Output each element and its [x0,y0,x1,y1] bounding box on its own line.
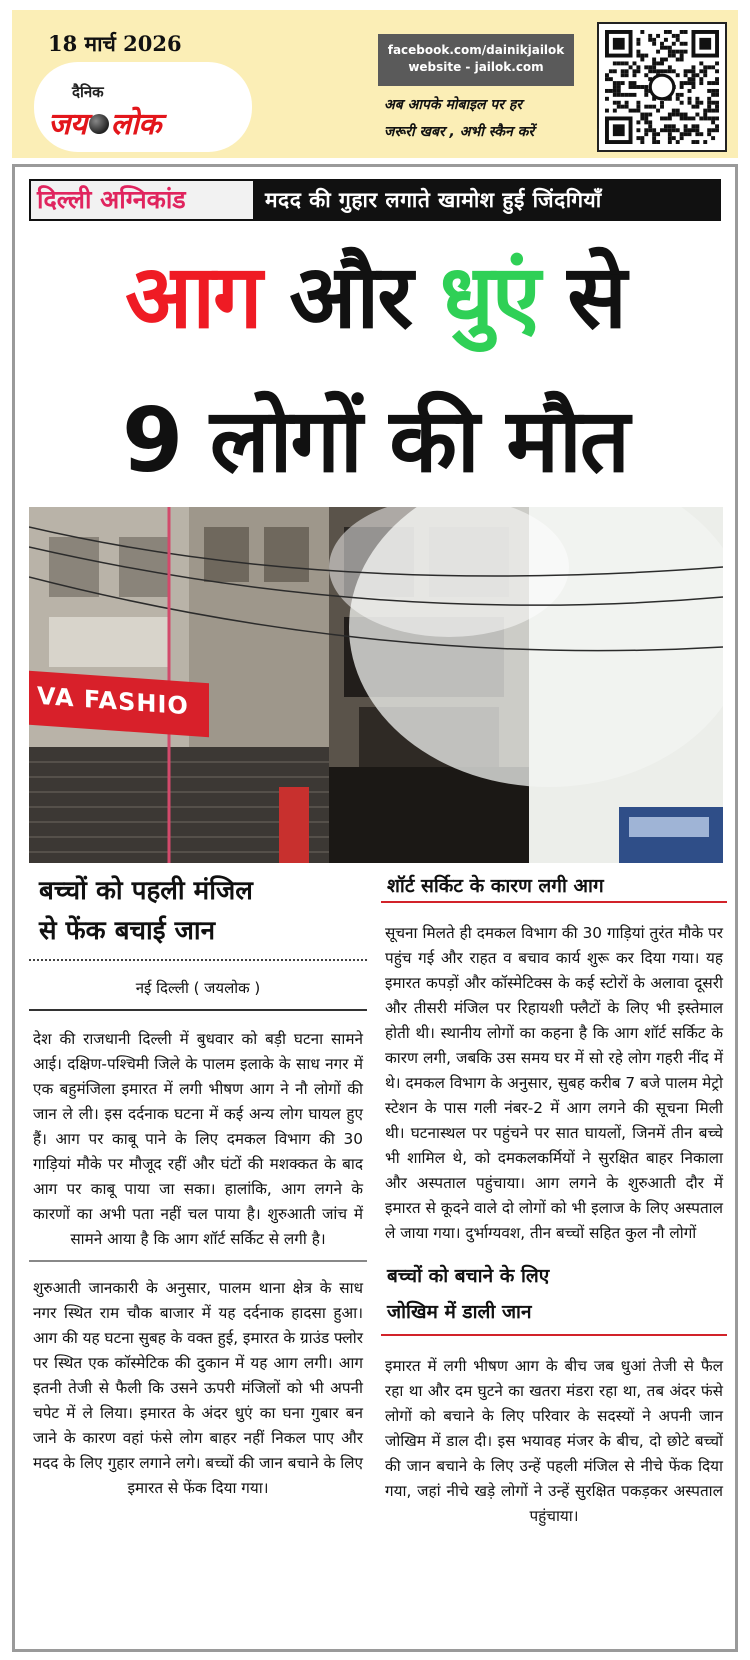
right-subheading-line1: बच्चों को बचाने के लिए [387,1265,550,1287]
right-column [381,871,727,1529]
left-paragraph-2: शुरुआती जानकारी के अनुसार, पालम थाना क्षेत्र के साध नगर स्थित राम चौक बाजार में यह दर्दनाक हादसा हुआ। आग की यह घटना सुबह के वक्त हुई, इमारत के ग्राउंड फ्लोर पर स्थित एक कॉस्मेटिक की दुकान में यह आग लगी। आग इतनी तेजी से फैली कि उसने ऊपरी मंजिलों को भी अपनी चपेट में ले लिया। इमारत के अंदर धुएं का घना गुबार बन जाने के कारण वहां फंसे लोग बाहर नहीं निकल पाए और मदद के लिए गुहार लगाने लगे। बच्चों की जान बचाने के लिए इमारत से फेंक दिया गया। [33,1279,363,1497]
kicker-bar [29,179,721,221]
website-link[interactable]: website - jailok.com [408,60,544,74]
kicker-tag: दिल्ली अग्निकांड [29,179,255,221]
shop-signboard-text: VA FASHIO [37,681,189,721]
right-paragraph-1: सूचना मिलते ही दमकल विभाग की 30 गाड़ियां तुरंत मौके पर पहुंच गई और राहत व बचाव कार्य शुरू कर दिया गया। यह इमारत कपड़ों और कॉस्मेटिक्स के कई स्टोरों के अलावा दूसरी और तीसरी मंजिल पर रिहायशी फ्लैटों के लिए भी इस्तेमाल होती थी। स्थानीय लोगों का कहना है कि आग शॉर्ट सर्किट के कारण लगी, जबकि उस समय घर में सो रहे लोग गहरी नींद में थे। दमकल विभाग के अनुसार, सुबह करीब 7 बजे पालम मेट्रो स्टेशन के पास गली नंबर-2 में आग लगने की सूचना मिली थी। घटनास्थल पर पहुंचने पर सात घायलों, जिनमें तीन बच्चे भी शामिल थे, को दमकलकर्मियों ने सुरक्षित बाहर निकाला और अस्पताल पहुंचाया। आग लगने के शुरुआती दौर में इमारत से कूदने वाले दो लोगों को भी इलाज के लिए अस्पताल ले जाया गया। दुर्भाग्यवश, तीन बच्चों सहित कुल नौ लोगों [385,924,723,1242]
left-column [29,871,367,1501]
qr-code-icon[interactable] [597,22,727,152]
logo-left-text: जय [48,107,87,142]
headline-line-1 [15,237,735,357]
globe-icon [89,114,109,134]
headline-word-dhuen: धुएं [439,245,539,348]
headline-word-aur: और [289,245,412,348]
left-subheading [29,871,367,951]
red-divider [381,901,727,903]
social-links-box [378,34,574,86]
right-paragraph-2: इमारत में लगी भीषण आग के बीच जब धुआं तेजी से फैल रहा था और दम घुटने का खतरा मंडरा रहा था, तब अंदर फंसे लोगों को बचाने के लिए परिवार के सदस्यों ने अपनी जान जोखिम में डाल दी। इस भयावह मंजर के बीच, दो छोटे बच्चों की जान बचाने के लिए उन्हें पहली मंजिल से नीचे फेंक दिया गया, जहां नीचे खड़े लोगों ने उन्हें सुरक्षित पकड़कर अस्पताल पहुंचाया। [385,1357,723,1525]
headline-word-aag: आग [125,245,261,348]
right-subheading [381,1258,727,1330]
article-frame [12,164,738,1652]
left-subheading-line2: से फेंक बचाई जान [39,916,216,946]
headline-line-2: 9 लोगों की मौत [122,389,628,492]
fire-scene-photo[interactable] [29,507,723,863]
masthead [12,10,738,158]
headline-word-se: से [567,245,625,348]
qr-code-graphic [605,30,719,144]
left-subheading-line1: बच्चों को पहली मंजिल [39,876,253,906]
scan-promo-line2: जरूरी खबर , अभी स्कैन करें [384,124,535,140]
byline: नई दिल्ली ( जयलोक ) [135,979,261,997]
byline-divider [29,1009,367,1011]
right-heading: शॉर्ट सर्किट के कारण लगी आग [387,875,604,897]
paragraph-divider [29,1260,367,1262]
logo-wordmark [48,102,161,143]
scan-promo-line1: अब आपके मोबाइल पर हर [384,97,523,113]
facebook-link[interactable]: facebook.com/dainikjailok [387,43,565,57]
logo-right-text: लोक [110,107,161,142]
left-paragraph-1: देश की राजधानी दिल्ली में बुधवार को बड़ी घटना सामने आई। दक्षिण-पश्चिमी जिले के पालम इलाके के साध नगर में एक बहुमंजिला इमारत में लगी भीषण आग ने नौ लोगों की जान ले ली। इस दर्दनाक घटना में कई अन्य लोग घायल हुए हैं। आग पर काबू पाने के लिए दमकल विभाग की 30 गाड़ियां मौके पर मौजूद रहीं और घंटों की मशक्कत के बाद आग पर काबू पाया जा सका। हालांकि, आग लगने के कारणों का अभी पता नहीं चल पाया है। शुरुआती जांच में सामने आया है कि आग शॉर्ट सर्किट से लगी है। [33,1030,363,1248]
scan-promo [384,92,580,146]
issue-date: 18 मार्च 2026 [48,31,182,56]
logo-small-text: दैनिक [72,83,104,101]
dotted-divider [29,959,367,961]
right-subheading-line2: जोखिम में डाली जान [387,1301,532,1323]
newspaper-logo[interactable] [34,62,252,152]
kicker-text: मदद की गुहार लगाते खामोश हुई जिंदगियाँ [265,188,602,212]
red-divider-2 [381,1334,727,1336]
